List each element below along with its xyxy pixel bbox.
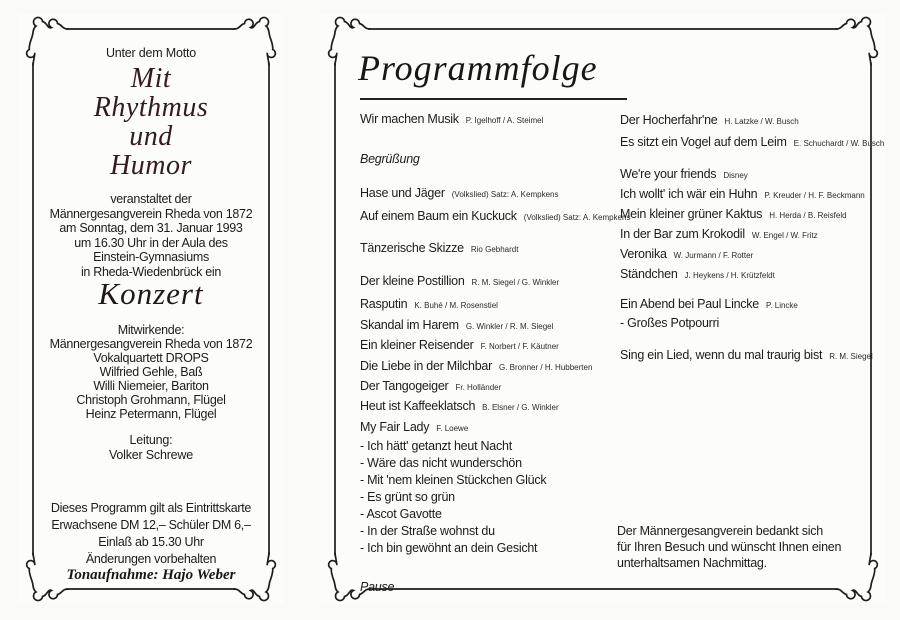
motto-label: Unter dem Motto <box>105 46 197 60</box>
program-item-title: Tänzerische Skizze <box>360 241 464 255</box>
participant-line: Männergesangverein Rheda von 1872 <box>49 337 253 351</box>
program-item-credit: F. Loewe <box>436 424 469 433</box>
program-item <box>620 205 876 225</box>
program-item <box>620 245 876 265</box>
program-item <box>360 397 616 417</box>
program-item <box>620 165 876 185</box>
program-item-title: Pause <box>360 580 395 594</box>
program-item-credit: W. Engel / W. Fritz <box>751 231 818 240</box>
page-title: Programmfolge <box>358 48 598 88</box>
program-item <box>620 111 876 131</box>
program-item <box>360 336 616 356</box>
program-item-title: Veronika <box>620 247 667 261</box>
program-item <box>360 295 616 315</box>
program-item-title: Der kleine Postillion <box>360 274 465 288</box>
program-item-credit: W. Jurmann / F. Rotter <box>673 251 754 260</box>
program-subitem <box>360 540 616 557</box>
program-item-title: Ständchen <box>620 267 678 281</box>
program-item <box>620 225 876 245</box>
program-page <box>320 14 886 604</box>
program-item-credit: Disney <box>723 171 748 180</box>
program-subitem <box>360 506 616 523</box>
event-title-line: Mit <box>130 63 172 94</box>
program-item-title: - Es grünt so grün <box>360 490 455 504</box>
participant-line: Christoph Grohmann, Flügel <box>76 393 226 407</box>
program-subitem <box>360 472 616 489</box>
program-item-title: - In der Straße wohnst du <box>360 524 495 538</box>
program-item-credit: H. Latzke / W. Busch <box>724 117 799 126</box>
program-item-title: - Ascot Gavotte <box>360 507 442 521</box>
program-item <box>620 346 876 366</box>
event-title-line: Humor <box>110 150 192 181</box>
recording-credit: Tonaufnahme: Hajo Weber <box>66 567 236 583</box>
program-item-title: Ich wollt' ich wär ein Huhn <box>620 187 758 201</box>
program-item-credit: G. Bronner / H. Hubberten <box>499 363 593 372</box>
program-item <box>360 377 616 397</box>
program-item <box>620 185 876 205</box>
event-title-line: Rhythmus <box>93 92 209 123</box>
event-title <box>18 64 284 180</box>
closing-note <box>617 523 892 571</box>
program-subitem <box>360 489 616 506</box>
program-item-title: Sing ein Lied, wenn du mal traurig bist <box>620 348 823 362</box>
program-item <box>360 418 616 438</box>
program-item-title: In der Bar zum Krokodil <box>620 227 745 241</box>
program-item-title: Mein kleiner grüner Kaktus <box>620 207 763 221</box>
direction-line: Leitung: <box>129 433 173 447</box>
program-item-credit: B. Elsner / G. Winkler <box>482 403 559 412</box>
program-item-title: Der Hocherfahr'ne <box>620 113 718 127</box>
event-detail-line: um 16.30 Uhr in der Aula des <box>74 235 228 250</box>
program-item-title: Es sitzt ein Vogel auf dem Leim <box>620 135 787 149</box>
program-item-title: - Mit 'nem kleinen Stückchen Glück <box>360 473 547 487</box>
program-item <box>360 239 616 259</box>
program-item-title: - Großes Potpourri <box>620 316 720 330</box>
ticket-line: Erwachsene DM 12,– Schüler DM 6,– <box>51 518 251 532</box>
event-detail-line: veranstaltet der <box>110 192 192 206</box>
program-item <box>360 357 616 377</box>
program-subitem <box>360 438 616 455</box>
program-column-right <box>620 111 885 366</box>
program-item-credit: R. M. Siegel <box>829 352 873 361</box>
program-item-credit: F. Norbert / F. Käutner <box>480 342 559 351</box>
ticket-info <box>18 500 284 568</box>
program-item-credit: R. M. Siegel / G. Winkler <box>471 278 560 287</box>
direction-line: Volker Schrewe <box>108 448 194 462</box>
program-item-title: - Ich bin gewöhnt an dein Gesicht <box>360 541 538 555</box>
ticket-line: Änderungen vorbehalten <box>85 552 217 566</box>
event-detail-line: in Rheda-Wiedenbrück ein <box>80 264 222 279</box>
ticket-line: Dieses Programm gilt als Eintrittskarte <box>50 501 252 515</box>
program-subitem <box>360 523 616 540</box>
program-item-title: Skandal im Harem <box>360 318 459 332</box>
program-item-title: We're your friends <box>620 167 717 181</box>
event-title-line: und <box>129 121 173 152</box>
program-item-credit: H. Herda / B. Reisfeld <box>769 211 847 220</box>
program-item-title: Wir machen Musik <box>360 112 459 126</box>
program-item-title: Begrüßung <box>360 152 420 166</box>
program-item-credit: P. Igelhoff / A. Steimel <box>465 116 544 125</box>
participant-line: Mitwirkende: <box>117 323 185 337</box>
program-item <box>360 184 616 204</box>
program-item-title: Ein Abend bei Paul Lincke <box>620 297 759 311</box>
participants-list <box>18 323 284 421</box>
participant-line: Heinz Petermann, Flügel <box>85 407 217 421</box>
program-item-credit: (Volkslied) Satz: A. Kempkens <box>523 213 631 222</box>
program-item-credit: Fr. Holländer <box>455 383 502 392</box>
program-item-credit: (Volkslied) Satz: A. Kempkens <box>451 190 559 199</box>
event-details <box>18 192 284 279</box>
program-item-title: Der Tangogeiger <box>360 379 449 393</box>
program-item-title: Rasputin <box>360 297 408 311</box>
program-item-title: Hase und Jäger <box>360 186 445 200</box>
program-item <box>360 150 616 168</box>
program-item <box>360 316 616 336</box>
program-item-title: Die Liebe in der Milchbar <box>360 359 493 373</box>
program-item-credit: P. Lincke <box>766 301 798 310</box>
program-item-title: Ein kleiner Reisender <box>360 338 474 352</box>
program-item-credit: E. Schuchardt / W. Busch <box>793 139 885 148</box>
program-item-credit: K. Buhé / M. Rosenstiel <box>414 301 498 310</box>
konzert-heading: Konzert <box>98 276 204 311</box>
program-item-credit: G. Winkler / R. M. Siegel <box>465 322 554 331</box>
program-item <box>620 133 885 153</box>
event-detail-line: am Sonntag, dem 31. Januar 1993 <box>59 221 243 235</box>
program-item <box>620 295 876 315</box>
program-item-title: - Wäre das nicht wunderschön <box>360 456 522 470</box>
closing-line: unterhaltsamen Nachmittag. <box>617 556 767 570</box>
ticket-line: Einlaß ab 15.30 Uhr <box>98 535 204 549</box>
program-column-left <box>360 110 631 596</box>
direction-block <box>18 433 284 463</box>
program-subitem <box>620 315 876 332</box>
participant-line: Willi Niemeier, Bariton <box>93 379 209 393</box>
program-item <box>360 207 631 227</box>
program-item <box>360 272 616 292</box>
program-subitem <box>360 455 616 472</box>
program-item <box>360 110 616 130</box>
closing-line: für Ihren Besuch und wünscht Ihnen einen <box>617 540 842 554</box>
title-underline <box>360 98 627 100</box>
closing-line: Der Männergesangverein bedankt sich <box>617 524 823 538</box>
program-item-title: Auf einem Baum ein Kuckuck <box>360 209 517 223</box>
cover-page <box>18 14 284 604</box>
event-detail-line: Männergesangverein Rheda von 1872 <box>49 206 253 221</box>
pause-label <box>360 578 616 596</box>
program-item-title: - Ich hätt' getanzt heut Nacht <box>360 439 512 453</box>
participant-line: Wilfried Gehle, Baß <box>99 365 203 379</box>
program-item-credit: Rio Gebhardt <box>470 245 519 254</box>
program-item-credit: J. Heykens / H. Krützfeldt <box>684 271 775 280</box>
program-item-title: My Fair Lady <box>360 420 430 434</box>
program-item-title: Heut ist Kaffeeklatsch <box>360 399 476 413</box>
program-item-credit: P. Kreuder / H. F. Beckmann <box>764 191 865 200</box>
event-detail-line: Einstein-Gymnasiums <box>93 250 209 264</box>
program-item <box>620 265 876 285</box>
participant-line: Vokalquartett DROPS <box>93 351 209 365</box>
